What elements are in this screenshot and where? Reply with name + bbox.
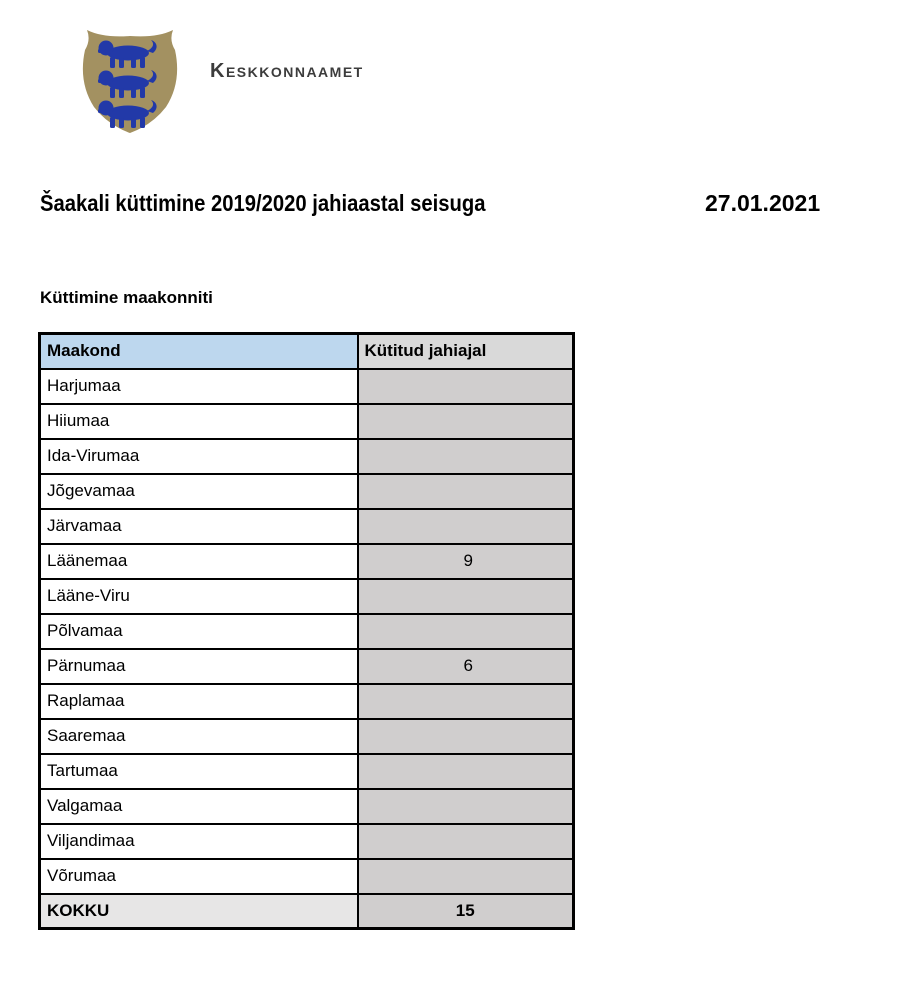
total-row [40,894,574,929]
table-row [40,579,574,614]
county-cell: Saaremaa [40,719,358,754]
county-cell: Ida-Virumaa [40,439,358,474]
value-cell [358,509,574,544]
table-row [40,404,574,439]
value-cell [358,369,574,404]
county-cell: Raplamaa [40,684,358,719]
value-cell [358,474,574,509]
county-cell: Viljandimaa [40,824,358,859]
value-cell [358,719,574,754]
section-subtitle: Küttimine maakonniti [40,288,213,307]
county-cell: Lääne-Viru [40,579,358,614]
county-cell: Hiiumaa [40,404,358,439]
value-cell: 6 [358,649,574,684]
table-row [40,859,574,894]
county-cell: Põlvamaa [40,614,358,649]
county-cell: Võrumaa [40,859,358,894]
estonia-coat-of-arms-icon [75,24,185,136]
value-cell [358,859,574,894]
table-row [40,754,574,789]
document-title-text: Šaakali küttimine 2019/2020 jahiaastal seisuga [40,190,486,216]
table-row [40,684,574,719]
value-cell [358,439,574,474]
table-row [40,544,574,579]
county-cell: Läänemaa [40,544,358,579]
county-table-body [40,369,574,894]
county-cell: Pärnumaa [40,649,358,684]
table-row [40,614,574,649]
table-row [40,369,574,404]
column-header-kytitud: Kütitud jahiajal [358,334,574,369]
county-cell: Harjumaa [40,369,358,404]
table-row [40,789,574,824]
table-row [40,649,574,684]
county-table [38,332,575,930]
county-cell: Jõgevamaa [40,474,358,509]
table-row [40,824,574,859]
county-cell: Järvamaa [40,509,358,544]
table-header-row [40,334,574,369]
total-value-cell: 15 [358,894,574,929]
county-cell: Valgamaa [40,789,358,824]
value-cell [358,404,574,439]
org-name: Keskkonnaamet [210,60,364,82]
logo [75,24,495,138]
column-header-maakond: Maakond [40,334,358,369]
document-title [40,190,546,217]
county-table-wrap [38,332,575,930]
document-date: 27.01.2021 [705,190,821,216]
table-row [40,509,574,544]
value-cell [358,754,574,789]
value-cell [358,684,574,719]
table-row [40,719,574,754]
value-cell [358,614,574,649]
table-row [40,439,574,474]
table-row [40,474,574,509]
value-cell: 9 [358,544,574,579]
value-cell [358,824,574,859]
value-cell [358,579,574,614]
county-cell: Tartumaa [40,754,358,789]
total-label-cell: KOKKU [40,894,358,929]
value-cell [358,789,574,824]
